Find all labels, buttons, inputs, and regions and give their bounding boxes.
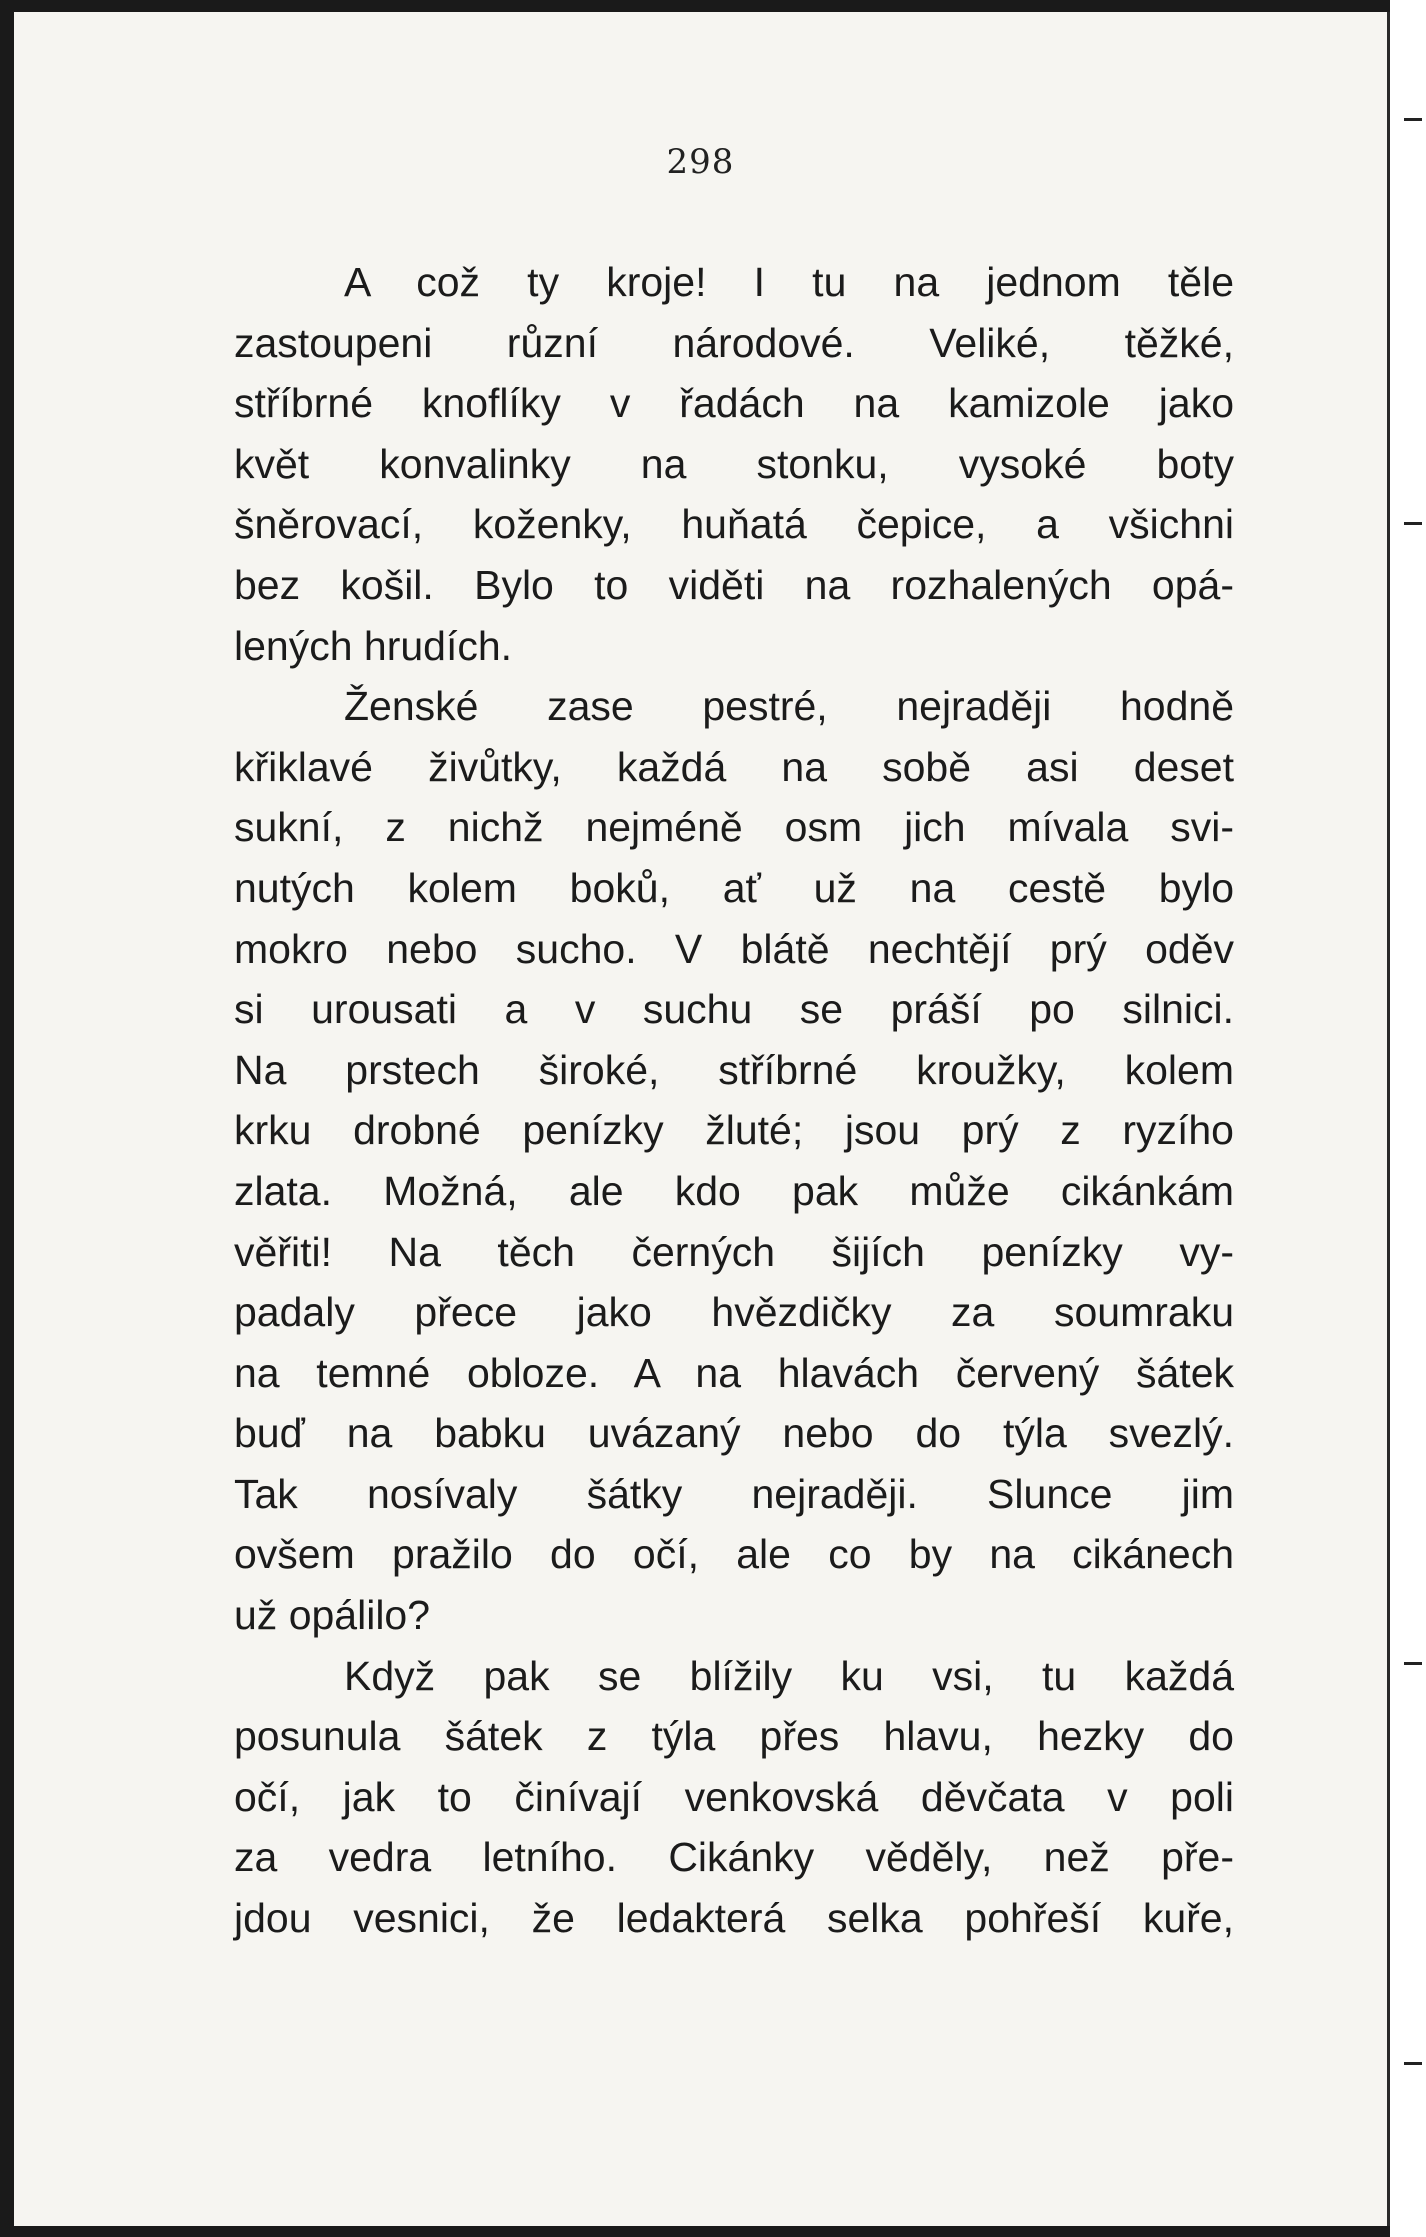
text-line: Ženské zase pestré, nejraději hodně bbox=[344, 683, 1234, 730]
text-line: zastoupeni různí národové. Veliké, těžké, bbox=[234, 319, 1234, 366]
text-line: mokro nebo sucho. V blátě nechtějí prý oděv bbox=[234, 925, 1234, 972]
book-page bbox=[14, 12, 1390, 2226]
text-line: jdou vesnici, že ledakterá selka pohřeší kuře, bbox=[234, 1895, 1234, 1942]
text-line: padaly přece jako hvězdičky za soumraku bbox=[234, 1289, 1234, 1336]
scan-margin bbox=[1390, 0, 1426, 2237]
text-line: za vedra letního. Cikánky věděly, než pře- bbox=[234, 1834, 1234, 1881]
edge-mark bbox=[1404, 2062, 1422, 2065]
text-line: Tak nosívaly šátky nejraději. Slunce jim bbox=[234, 1470, 1234, 1517]
text-line: sukní, z nichž nejméně osm jich mívala svi- bbox=[234, 804, 1234, 851]
text-line: Když pak se blížily ku vsi, tu každá bbox=[344, 1652, 1234, 1699]
text-line: ovšem pražilo do očí, ale co by na cikánech bbox=[234, 1531, 1234, 1578]
text-line: na temné obloze. A na hlavách červený šátek bbox=[234, 1349, 1234, 1396]
text-line: květ konvalinky na stonku, vysoké boty bbox=[234, 440, 1234, 487]
text-line: lených hrudích. bbox=[234, 622, 513, 669]
text-line: bez košil. Bylo to viděti na rozhalených opá- bbox=[234, 561, 1234, 608]
text-line: šněrovací, koženky, huňatá čepice, a všichni bbox=[234, 501, 1234, 548]
body-text bbox=[234, 252, 1234, 1949]
text-line: si urousati a v suchu se práší po silnici. bbox=[234, 986, 1234, 1033]
text-line: Na prstech široké, stříbrné kroužky, kolem bbox=[234, 1046, 1234, 1093]
text-line: křiklavé živůtky, každá na sobě asi deset bbox=[234, 743, 1234, 790]
text-line: už opálilo? bbox=[234, 1592, 431, 1639]
text-line: posunula šátek z týla přes hlavu, hezky do bbox=[234, 1713, 1234, 1760]
edge-mark bbox=[1404, 1662, 1422, 1665]
page-number: 298 bbox=[666, 142, 735, 182]
text-line: věřiti! Na těch černých šijích penízky vy- bbox=[234, 1228, 1234, 1275]
edge-mark bbox=[1404, 522, 1422, 525]
text-line: krku drobné penízky žluté; jsou prý z ryzího bbox=[234, 1107, 1234, 1154]
text-line: stříbrné knoflíky v řadách na kamizole jako bbox=[234, 380, 1234, 427]
edge-mark bbox=[1404, 118, 1422, 121]
text-line: zlata. Možná, ale kdo pak může cikánkám bbox=[234, 1167, 1234, 1214]
text-line: nutých kolem boků, ať už na cestě bylo bbox=[234, 864, 1234, 911]
text-line: A což ty kroje! I tu na jednom těle bbox=[344, 259, 1234, 305]
text-line: očí, jak to činívají venkovská děvčata v poli bbox=[234, 1773, 1234, 1820]
text-line: buď na babku uvázaný nebo do týla svezlý. bbox=[234, 1410, 1234, 1457]
